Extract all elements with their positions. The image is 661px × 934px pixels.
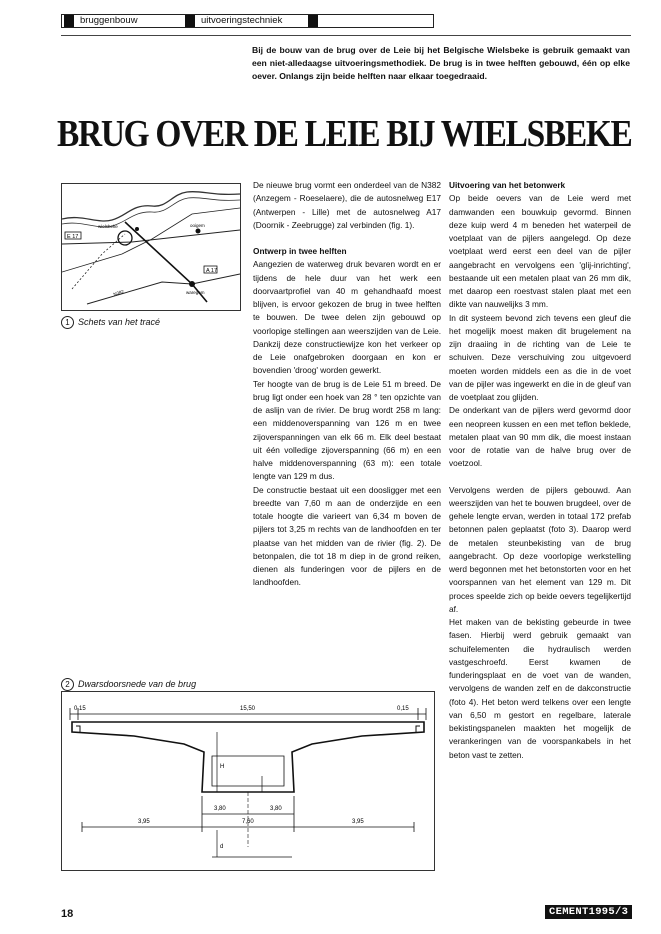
route-map-drawing [62,184,240,310]
running-header [61,14,434,28]
figure1-caption-text: Schets van het tracé [78,316,161,327]
body-paragraph: Het maken van de bekisting gebeurde in twee fasen. Hierbij werd gebruik gemaakt van schuifelementen die hydraulisch werden vastgeschroefd. Eerst kwamen de funderingsplaat en de voet van de wanden, vervolgens de wanden zelf en de dakconstructie (foto 4). Het beton werd telkens over een lengte van 6,50 m gestort en regelbare, laterale bekistingspanelen maakten het mogelijk de verankeringen van de voorspankabels in het beton vast te zetten. [449,617,631,760]
page-number: 18 [61,908,74,920]
map-label-a17: A 17 [206,268,218,274]
paragraph-gap [449,471,631,484]
header-section: bruggenbouw [80,15,138,26]
map-label-ooigem: ooigem [190,223,205,228]
cross-section-svg [62,692,434,870]
dim-bottom: 7,60 [242,819,254,825]
body-paragraph: Vervolgens werden de pijlers gebouwd. Aan weerszijden van het te bouwen brugdeel, over de gehele lengte ervan, werden in totaal 172 prefab betonnen palen geplaatst (foto 3). Daarop werd de metalen steunbekisting van de brug aangebracht. Op deze voorlopige werkstelling werd begonnen met het betonstorten voor en het voorspannen van het element van 129 m. Dit proces speelde zich op beide oevers tegelijkertijd af. [449,484,631,614]
body-paragraph: Aangezien de waterweg druk bevaren wordt en er tijdens de hele duur van het werk een doorvaartprofiel van 40 m gehandhaafd moest blijven, is ervoor gekozen de brug in twee helften te bouwen. De twee delen zijn gebouwd op voorlopige stellingen aan weerszijden van de Leie. Dankzij deze constructiewijze kon het verkeer op de Leie onafgebroken doorgaan en kon er bovendien 'droog' worden gewerkt. [253,259,441,376]
dim-left-edge: 0,15 [74,706,86,712]
map-label-e17: E 17 [67,234,79,240]
magazine-issue: CEMENT1995/3 [545,905,632,919]
section-heading: Uitvoering van het betonwerk [449,180,566,190]
figure2-number: 2 [61,678,74,691]
dim-inner-right: 3,80 [270,806,282,812]
dim-left-bottom: 3,95 [138,819,150,825]
dim-d: d [220,844,224,850]
figure1-caption [61,316,160,329]
cross-section-drawing [61,691,435,871]
intro-paragraph: Bij de bouw van de brug over de Leie bij het Belgische Wielsbeke is gebruik gemaakt van een niet-alledaagse uitvoeringsmethodiek. De brug is in twee helften gebouwd, één op elke oever. Onlangs zijn beide helften naar elkaar toegedraaid. [252,45,630,82]
article-title: BRUG OVER DE LEIE BIJ WIELSBEKE [57,113,632,155]
body-paragraph: De nieuwe brug vormt een onderdeel van de N382 (Anzegem - Roeselaere), die de autosnelweg E17 (Antwerpen - Lille) met de autosnelweg A17 (Doornik - Zeebrugge) zal verbinden (fig. 1). [253,180,441,230]
map-label-waregem: waregem [186,290,205,295]
dim-top-width: 15,50 [240,706,256,712]
body-paragraph: Op beide oevers van de Leie werd met damwanden een bouwkuip gevormd. Binnen deze kuip werd 4 m beneden het waterpeil de voetplaat van de pijlers aangelegd. Op deze voetplaat werd eerst een deel van de pijler aangebracht en vervolgens een 'glij-inrichting', bestaande uit een metalen plaat van 26 mm dik, met daarop een roestvast stalen plaat met een dikte van nauwelijks 3 mm. [449,193,631,310]
paragraph-gap [253,232,441,245]
route-map [61,183,241,311]
map-label-n382: N382 [112,288,125,297]
header-marker [308,15,318,27]
map-label-wielsbeke: wielsbeke [98,224,118,229]
section-heading: Ontwerp in twee helften [253,246,347,256]
body-paragraph: De constructie bestaat uit een doosligger met een breedte van 7,60 m aan de onderzijde en een totale hoogte die varieert van 6,34 m boven de pijlers tot 3,25 m rechts van de landhoofden en ter plaatse van het midden van de rivier (fig. 2). De betonpalen, die tot 18 m diep in de grond reiken, dienen als funderingen voor de pijlers en de landhoofden. [253,484,441,588]
dim-right-edge: 0,15 [397,706,409,712]
text-column-left [253,179,441,590]
body-paragraph: In dit systeem bevond zich tevens een gleuf die het mogelijk moest maken dit brugelement na zijn draaiing in de richting van de Leie te schuiven. Deze verschuiving zou uitgevoerd moeten worden middels een as die in de voet van de pijler was ingewerkt en die in de gleuf van de voetplaat zou glijden. [449,312,631,402]
body-paragraph: De onderkant van de pijlers werd gevormd door een neopreen kussen en een met teflon beklede, metalen plaat van 90 mm dik, die moest instaan voor de rotatie van de halve brug over de voetzool. [449,405,631,469]
dim-inner-left: 3,80 [214,806,226,812]
header-marker [64,15,74,27]
body-paragraph: Ter hoogte van de brug is de Leie 51 m breed. De brug ligt onder een hoek van 28 ° ten opzichte van de aslijn van de rivier. De brug wordt 258 m lang: een middenoverspanning van 126 m en twee zijoverspanningen van elk 66 m. Elk deel bestaat uit één volledige zijoverspanning (66 m) en een halve middenoverspanning (63 m): een totale lengte van 129 m dus. [253,378,441,482]
figure2-caption [61,678,196,691]
header-rule [61,35,631,36]
header-subsection: uitvoeringstechniek [201,15,283,26]
figure1-number: 1 [61,316,74,329]
text-column-right [449,179,631,762]
header-marker [185,15,195,27]
dim-right-bottom: 3,95 [352,819,364,825]
figure2-caption-text: Dwarsdoorsnede van de brug [78,678,197,689]
dim-h: H [220,764,225,770]
